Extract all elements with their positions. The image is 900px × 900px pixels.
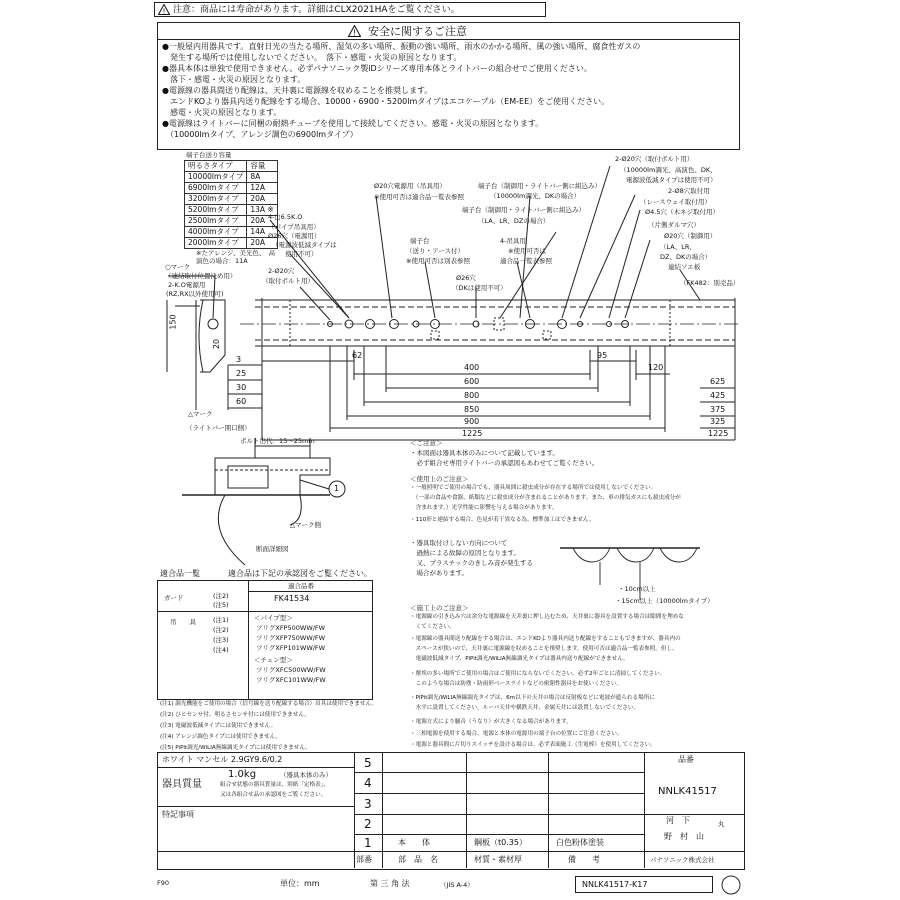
note-line: ・本図面は器具本体のみについて記載しています。 xyxy=(410,449,559,457)
safety-line: ●一般屋内用器具です。直射日光の当たる場所、湿気の多い場所、振動の強い場所、雨水のかかる場所、風の強い場所、腐食性ガスの xyxy=(162,42,641,51)
cap-cell: 20A xyxy=(247,238,277,249)
mass-note: （器具本体のみ） xyxy=(280,771,332,779)
safety-line: （10000lmタイプ、アレンジ調色の6900lmタイプ） xyxy=(162,130,358,139)
label: Ø20穴電源用（吊具用） xyxy=(374,182,446,190)
compat-note: 適合品は下記の承認図をご覧ください。 xyxy=(228,569,372,578)
mass-note: 組合せ状態の器具質量は、別紙「定格表」、 xyxy=(220,782,330,788)
note-line: ・PiPit調光/WiLIA無線調光タイプは、6m以下の天井の場合は反射板などに電波が遮られる場所に xyxy=(410,695,655,701)
label: （LA、LR、 xyxy=(660,243,696,251)
note-line: ・10cm以上 xyxy=(618,585,656,593)
label: （10000lm調光、高演色、DK、 xyxy=(620,166,717,174)
label: （10000lm調光、DKの場合） xyxy=(490,192,581,200)
cap-cell: 2000lmタイプ xyxy=(185,238,247,249)
dim: 60 xyxy=(236,397,247,406)
label: （LA、LR、DZの場合） xyxy=(478,217,550,225)
note-line: ・電源線の器具間送り配線をする場合は、エンドKOより器具内送り配線をすることもできますが、器具内の xyxy=(410,636,681,642)
guard-note: (注2) xyxy=(213,592,229,600)
part-row-no: 2 xyxy=(364,817,373,831)
chain-title: ＜チェン型＞ xyxy=(254,656,293,664)
label: 4-□6.5K.O xyxy=(268,213,303,221)
label: 2-K.O電源用 xyxy=(168,281,206,289)
note-line: ・15cm以上（10000lmタイプ） xyxy=(615,597,714,605)
cap-cell: 8A xyxy=(247,172,277,183)
label: （片側ダルマ穴） xyxy=(648,221,700,229)
hang-note: (注1) xyxy=(213,616,229,624)
note-line: ・電源線の引き込み穴は余分な電源線を天井裏に押し込むため、天井裏に器具を設置する場合は隙間を埋めな xyxy=(410,614,684,620)
projection: 第 三 角 法 xyxy=(370,879,410,888)
label: ○マーク xyxy=(165,263,191,271)
guard-note: (注5) xyxy=(213,601,229,609)
dim: 600 xyxy=(464,377,480,386)
mass-value: 1.0kg xyxy=(228,769,257,780)
cap-cell: 20A xyxy=(247,216,277,227)
dim: 95 xyxy=(597,351,608,360)
mass-label: 器具質量 xyxy=(162,779,202,790)
pipe-title: ＜パイプ型＞ xyxy=(254,614,293,622)
dim: 625 xyxy=(710,377,726,386)
capacity-title: 端子台送り容量 xyxy=(186,151,232,159)
cap-header: 容量 xyxy=(247,161,277,172)
label: Ø20穴（制御用） xyxy=(664,232,717,240)
color-spec: ホワイト マンセル 2.9GY9.6/0.2 xyxy=(162,755,283,764)
col-header: 材質・素材厚 xyxy=(474,855,522,864)
cap-cell: 13A ※ xyxy=(247,205,277,216)
col-header: 部番 xyxy=(356,855,372,864)
footnote: (注4) アレンジ調色タイプには使用できません。 xyxy=(160,734,282,740)
pipe-item: ツリグXFP500WW/FW xyxy=(256,624,326,632)
cap-header: 明るさタイプ xyxy=(185,161,247,172)
label: 2-Ø20穴（取付ボルト用） xyxy=(615,155,694,163)
dim: 62 xyxy=(352,351,363,360)
note-line: くてください。 xyxy=(410,624,455,630)
label: 端子台（制御用・ライトバー側に組込み） xyxy=(478,182,602,190)
note-line: ・電源方式により騒音（うなり）が大きくなる場合があります。 xyxy=(410,719,572,725)
label: Ø26穴（電源用） xyxy=(268,232,321,240)
cap-cell: 10000lmタイプ xyxy=(185,172,247,183)
label: (RZ,RX以外使用可) xyxy=(166,290,224,298)
dim: 150 xyxy=(168,314,178,330)
note-line: 過熱による故障の原因となります。 xyxy=(410,549,520,557)
hang-note: (注2) xyxy=(213,626,229,634)
label: Ø4.5穴（木ネジ取付用） xyxy=(645,208,719,216)
part-remark: 白色粉体塗装 xyxy=(556,838,604,847)
label: （電源波低減タイプは xyxy=(272,241,337,249)
revision-circle xyxy=(720,875,742,895)
footnote: (注5) PiPit調光/WiLIA無線調光タイプには使用できません。 xyxy=(160,745,311,751)
dim: 900 xyxy=(464,417,480,426)
note-line: 含まれます。）光学性能に影響を与える場合があります。 xyxy=(410,505,558,511)
dim: 400 xyxy=(464,363,480,372)
chain-item: ツリグXFC500WW/FW xyxy=(256,666,326,674)
label: 適合品一覧表参照 xyxy=(500,257,552,265)
dim: 25 xyxy=(236,369,247,378)
drawing-no: NNLK41517-K17 xyxy=(582,880,648,889)
label: （DKは使用不可） xyxy=(452,284,507,292)
note-line: ・110形と連結する場合、色見が若干異なる為、標準加工はできません。 xyxy=(410,517,595,523)
note-line: 必ず組合せ専用ライトバーの承認図もあわせてご覧ください。 xyxy=(410,459,599,467)
dim: 1225 xyxy=(462,429,483,438)
label: （FK482：別売品） xyxy=(680,279,740,287)
label: △マーク側 xyxy=(290,521,321,529)
sign-1b: 丸 xyxy=(718,820,725,828)
label: 2-Ø20穴 xyxy=(268,267,295,275)
svg-text:!: ! xyxy=(353,28,357,37)
hang-label: 吊 具 xyxy=(170,618,196,626)
hinban-label: 品番 xyxy=(678,755,694,764)
dim: 30 xyxy=(236,383,247,392)
note-line: （一部の食品や食器、紙類などに殺虫成分が含まれることがあります。また、車の排気ガスにも殺虫成分が xyxy=(410,495,681,501)
footnote: (注1) 調光機能をご使用の場合（信号線を送り配線する場合）吊具は使用できません。 xyxy=(160,701,378,707)
note-line: 水平に設置してください。ルーバ天井や横鉄天井、金属天井には設置しないでください。 xyxy=(410,705,640,711)
sign-2: 野 村 山 xyxy=(664,832,704,841)
note-line: ・器具取付けしない方向について xyxy=(410,539,508,547)
label: （パイプ吊具用） xyxy=(268,223,320,231)
callout-1: 1 xyxy=(334,484,340,493)
label: DZ、DKの場合） xyxy=(660,253,712,261)
cap-cell: 2500lmタイプ xyxy=(185,216,247,227)
guard-item: FK41534 xyxy=(274,594,310,603)
safety-line: 落下・感電・火災の原因となります。 xyxy=(162,75,306,84)
label: （取付ボルト用） xyxy=(262,277,314,285)
pipe-item: ツリグXFP750WW/FW xyxy=(256,634,326,642)
part-row-no: 5 xyxy=(364,756,373,770)
f90-label: F90 xyxy=(157,879,170,887)
safety-line: ●電源線はライトバーに同梱の耐熱チューブを使用して接続してください。感電・火災の原因となります。 xyxy=(162,119,544,128)
compat-table xyxy=(157,580,373,700)
cap-cell: 20A xyxy=(247,194,277,205)
note-line: このような場合は防塵・防雨形ベースライトなどの密閉性器具をお使いください。 xyxy=(410,681,623,687)
note-line: ・一般照明でご使用の場合でも、器具周囲に殺虫成分が存在する場所では使用しないでください。 xyxy=(410,485,657,491)
note-line: 電磁波低減タイプ、PiPit調光/WiLIA無線調光タイプは器具内送り配線ができません。 xyxy=(410,656,629,662)
dim: 800 xyxy=(464,391,480,400)
compat-title: 適合品一覧 xyxy=(160,569,200,578)
dim: 325 xyxy=(710,417,726,426)
hang-note: (注4) xyxy=(213,646,229,654)
capacity-note: ※たアレンジ、美光色、 高演色の場合：11A xyxy=(196,249,276,265)
label: ※使用可否は適合品一覧表参照 xyxy=(374,193,464,201)
notice-text: 注意：商品には寿命があります。詳細はCLX2021HAをご覧ください。 xyxy=(173,5,460,15)
note-line: ・三相電源を使用する場合、電源と本体の電源用の端子台の位置にご注意ください。 xyxy=(410,731,623,737)
safety-line: 感電・火災の原因となります。 xyxy=(162,108,282,117)
cap-cell: 12A xyxy=(247,183,277,194)
label: 2-Ø8穴取付用 xyxy=(668,187,710,195)
dim: 3 xyxy=(236,355,242,364)
label: △マーク xyxy=(188,410,213,418)
note-line: ・塵埃の多い場所でご使用の場合はご使用にならないでください。必ず2年ごとに清掃してください。 xyxy=(410,671,666,677)
note-line: ＜ご注意＞ xyxy=(410,440,443,447)
label: （連結取付位置決め用） xyxy=(165,272,237,280)
note-line: 又、プラスチックのきしみ音が発生する xyxy=(410,559,533,567)
label: （ライトバー開口側） xyxy=(186,424,251,432)
unit: 単位：mm xyxy=(280,879,320,888)
chain-item: ツリグXFC101WW/FW xyxy=(256,676,326,684)
part-material: 鋼板（t0.35） xyxy=(474,838,527,847)
dim: 375 xyxy=(710,405,726,414)
label: （レースウェイ取付用） xyxy=(640,198,711,206)
hinban: NNLK41517 xyxy=(658,786,717,797)
label: ※使用可否は別表参照 xyxy=(406,257,470,265)
label: 4-吊具用 xyxy=(500,237,526,245)
cap-cell: 6900lmタイプ xyxy=(185,183,247,194)
label: 端子台（制御用・ライトバー側に組込み） xyxy=(462,206,586,214)
safety-title: 安全に関するご注意 xyxy=(368,25,467,38)
label: 電源波低減タイプは使用不可） xyxy=(626,176,717,184)
jis: （JIS A-4） xyxy=(440,881,474,889)
label: （送り・アース付） xyxy=(406,247,464,255)
note-line: スペースが狭いので、天井裏に電源線を収めることを推奨します。使用可否は適合品一覧表参照。但し、 xyxy=(410,646,678,652)
dim: 20 xyxy=(212,338,222,350)
cap-cell: 5200lmタイプ xyxy=(185,205,247,216)
label: 使用不可） xyxy=(285,250,318,258)
safety-line: 発生する場所では使用しないでください。 落下・感電・火災の原因となります。 xyxy=(162,53,462,62)
label: ボルト出代：15～25mm xyxy=(240,437,315,445)
col-header: 備 考 xyxy=(568,855,600,864)
pipe-item: ツリグXFP101WW/FW xyxy=(256,644,326,652)
label: 端子台 xyxy=(410,237,430,245)
label: Ø26穴 xyxy=(456,274,476,282)
footnote: (注2) ひとセンサ付、明るさセンサ付には使用できません。 xyxy=(160,712,310,718)
part-row-no: 4 xyxy=(364,776,373,790)
sign-1: 河 下 xyxy=(666,816,690,825)
compat-header: 適合品番 xyxy=(288,582,314,590)
label: 連結ソエ板 xyxy=(668,263,701,271)
cap-cell: 4000lmタイプ xyxy=(185,227,247,238)
hang-note: (注3) xyxy=(213,636,229,644)
cap-cell: 3200lmタイプ xyxy=(185,194,247,205)
note-line: ＜施工上のご注意＞ xyxy=(410,604,469,612)
guard-label: ガード xyxy=(164,594,184,602)
note-line: 場合があります。 xyxy=(410,569,468,577)
safety-line: ●電源線の器具間送り配線は、天井裏に電源線を収めることを推奨します。 xyxy=(162,86,433,95)
safety-line: エンドKOより器具内送り配線をする場合、10000・6900・5200lmタイプはエコケーブル（EM-EE）をご使用ください。 xyxy=(162,97,610,106)
part-row-no: 3 xyxy=(364,797,373,811)
special-notes: 特記事項 xyxy=(162,810,194,819)
dim: 425 xyxy=(710,391,726,400)
dim: 1225 xyxy=(708,429,729,438)
cap-cell: 14A xyxy=(247,227,277,238)
dim: 120 xyxy=(648,363,664,372)
mass-note: 又は各組合せ品の承認図をご覧ください。 xyxy=(220,792,327,798)
section-title: 断面詳細図 xyxy=(256,545,289,553)
part-name: 本 体 xyxy=(398,838,430,847)
col-header: 部 品 名 xyxy=(398,855,438,864)
part-row-no: 1 xyxy=(364,836,373,850)
svg-text:!: ! xyxy=(162,7,166,15)
title-block xyxy=(157,752,745,870)
footnote: (注3) 電磁波低減タイプには使用できません。 xyxy=(160,723,277,729)
note-line: ・電源と器具間に片切りスイッチを設ける場合は、必ず表面施工（生電棒）を使用してください。 xyxy=(410,742,656,748)
dim: 850 xyxy=(464,405,480,414)
notes-right xyxy=(410,440,730,755)
safety-line: ●器具本体は単独で使用できません。必ずパナソニック製iDシリーズ専用本体とライトバーの組合せでご使用ください。 xyxy=(162,64,592,73)
company: パナソニック株式会社 xyxy=(650,856,715,864)
label: ※使用可否は xyxy=(508,247,546,255)
drawing-no-box xyxy=(575,876,713,893)
note-line: ＜使用上のご注意＞ xyxy=(410,475,469,483)
